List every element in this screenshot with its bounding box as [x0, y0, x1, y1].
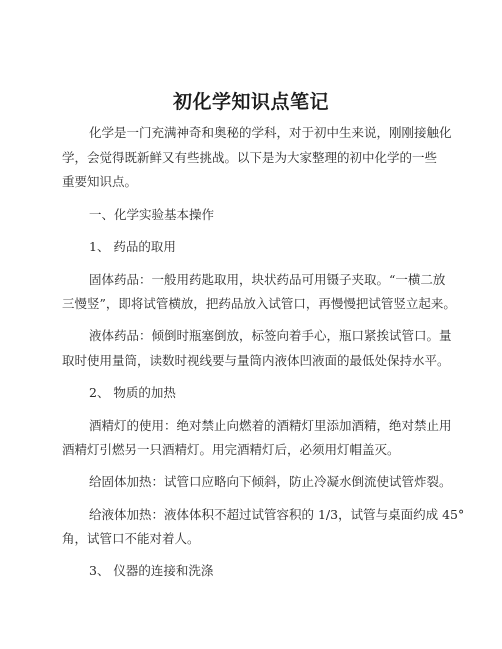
- liquid-heating-line-1: 给液体加热：液体体积不超过试管容积的 1/3，试管与桌面约成 45°: [89, 507, 465, 522]
- intro-line-1: 化学是一门充满神奇和奥秘的学科，对于初中生来说，刚刚接触化: [89, 125, 452, 140]
- subsection-heading-1: 1、 药品的取用: [89, 239, 176, 254]
- document-title: 初化学知识点笔记: [172, 91, 329, 113]
- section-heading: 一、化学实验基本操作: [89, 207, 215, 222]
- solid-heating-line: 给固体加热：试管口应略向下倾斜，防止冷凝水倒流使试管炸裂。: [89, 474, 452, 489]
- intro-line-2: 学，会觉得既新鲜又有些挑战。以下是为大家整理的初中化学的一些: [62, 150, 438, 165]
- subsection-heading-3: 3、 仪器的连接和洗涤: [89, 563, 214, 578]
- subsection-heading-2: 2、 物质的加热: [89, 385, 176, 400]
- solid-reagent-line-1: 固体药品：一般用药匙取用，块状药品可用镊子夹取。“一横二放: [89, 272, 446, 287]
- alcohol-lamp-line-1: 酒精灯的使用：绝对禁止向燃着的酒精灯里添加酒精，绝对禁止用: [89, 418, 452, 433]
- alcohol-lamp-line-2: 酒精灯引燃另一只酒精灯。用完酒精灯后，必须用灯帽盖灭。: [62, 442, 400, 457]
- solid-reagent-line-2: 三慢竖”，即将试管横放，把药品放入试管口，再慢慢把试管竖立起来。: [62, 296, 456, 311]
- intro-line-3: 重要知识点。: [62, 174, 138, 189]
- liquid-reagent-line-1: 液体药品：倾倒时瓶塞倒放，标签向着手心，瓶口紧挨试管口。量: [89, 328, 452, 343]
- liquid-heating-line-2: 角，试管口不能对着人。: [62, 531, 200, 546]
- liquid-reagent-line-2: 取时使用量筒，读数时视线要与量筒内液体凹液面的最低处保持水平。: [62, 353, 450, 368]
